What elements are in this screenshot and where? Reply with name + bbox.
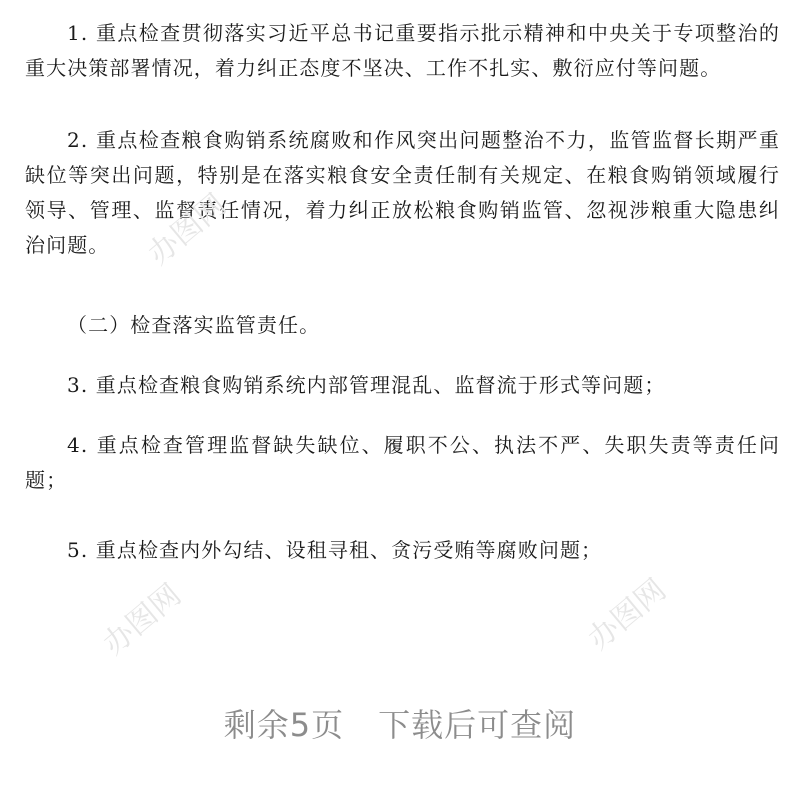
paragraph-item-3: 3. 重点检查粮食购销系统内部管理混乱、监督流于形式等问题； — [67, 373, 666, 397]
paragraph-item-2: 2. 重点检查粮食购销系统腐败和作风突出问题整治不力，监管监督长期严重缺位等突出问题，特别是在落实粮食安全责任制有关规定、在粮食购销领域履行领导、管理、监督责任情况，着力纠正放松粮食购销监管、忽视涉粮重大隐患纠治问题。 — [25, 128, 780, 257]
watermark: 办图网 — [96, 577, 188, 663]
paragraph-item-1: 1. 重点检查贯彻落实习近平总书记重要指示批示精神和中央关于专项整治的重大决策部署情况，着力纠正态度不坚决、工作不扎实、敷衍应付等问题。 — [25, 21, 780, 80]
paragraph-item-5: 5. 重点检查内外勾结、设租寻租、贪污受贿等腐败问题； — [67, 538, 603, 562]
download-to-view-link[interactable]: 下载后可查阅 — [378, 706, 577, 744]
paragraph-item-4: 4. 重点检查管理监督缺失缺位、履职不公、执法不严、失职失责等责任问题； — [25, 433, 780, 492]
watermark: 办图网 — [581, 572, 673, 658]
download-prompt[interactable] — [0, 700, 800, 746]
watermark: 办图网 — [141, 187, 233, 273]
remaining-pages-label: 剩余5页 — [223, 706, 345, 744]
section-heading: （二）检查落实监管责任。 — [67, 313, 321, 337]
